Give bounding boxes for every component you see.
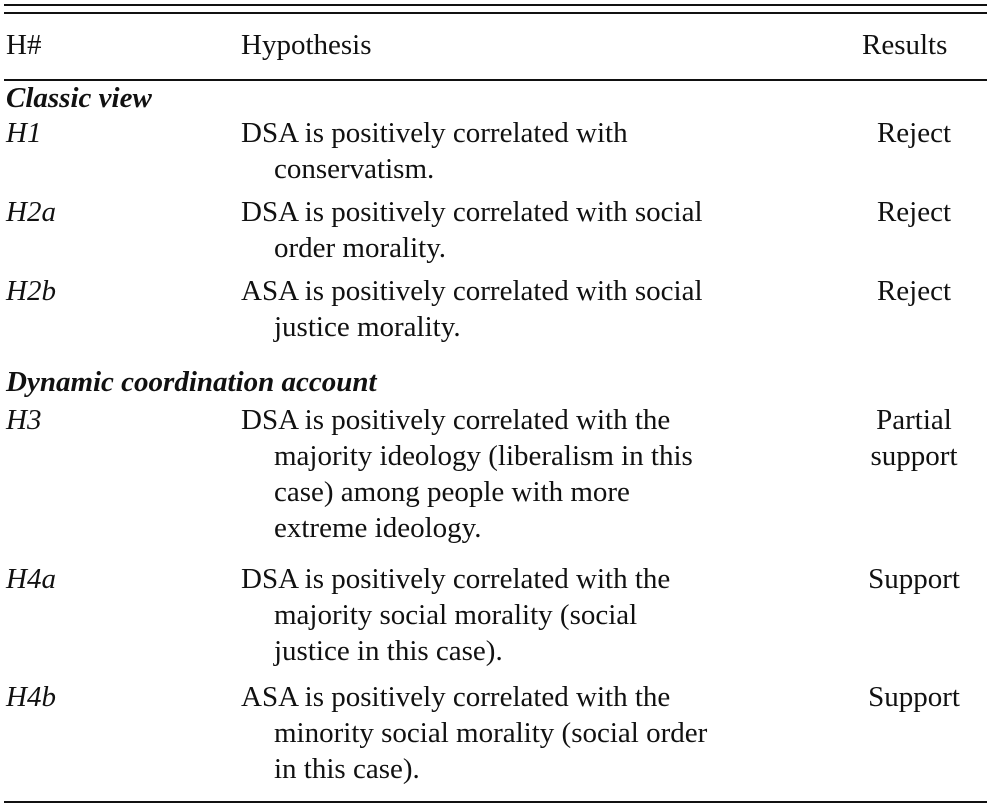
result-line: Support [868,563,960,595]
top-rule-inner [4,12,987,14]
row-hypothesis [241,115,801,187]
row-hypothesis [241,561,801,669]
top-rule-outer [4,4,987,6]
row-id: H4b [6,681,56,713]
hypothesis-line: ASA is positively correlated with the [241,681,671,713]
hypothesis-line: ASA is positively correlated with social [241,275,703,307]
row-hypothesis [241,679,801,787]
row-result [840,115,988,151]
row-result [840,561,988,597]
hypothesis-line: DSA is positively correlated with social [241,196,703,228]
hypothesis-line: order morality. [274,232,447,264]
result-line: support [870,440,958,472]
hypothesis-line: justice morality. [274,311,461,343]
row-id: H2b [6,275,56,307]
section-title-classic-view: Classic view [6,82,152,114]
hypothesis-line: majority ideology (liberalism in this [274,440,693,472]
row-hypothesis [241,273,801,345]
hypothesis-line: DSA is positively correlated with the [241,404,671,436]
row-result [840,402,988,474]
section-title-dynamic-coordination: Dynamic coordination account [6,366,377,398]
row-hypothesis [241,194,801,266]
header-hypothesis: Hypothesis [241,29,372,61]
header-id: H# [6,29,42,61]
row-id: H4a [6,563,56,595]
row-result [840,679,988,715]
row-hypothesis [241,402,801,546]
hypothesis-line: majority social morality (social [274,599,638,631]
hypothesis-line: conservatism. [274,153,435,185]
hypothesis-line: DSA is positively correlated with [241,117,628,149]
result-line: Support [868,681,960,713]
row-id: H1 [6,117,42,149]
result-line: Reject [876,117,952,149]
bottom-rule [4,801,987,803]
hypothesis-line: justice in this case). [274,635,503,667]
result-line: Reject [876,275,952,307]
header-results: Results [862,29,948,61]
hypothesis-line: minority social morality (social order [274,717,708,749]
hypothesis-line: extreme ideology. [274,512,482,544]
row-id: H2a [6,196,56,228]
row-id: H3 [6,404,42,436]
result-line: Reject [876,196,952,228]
row-result [840,194,988,230]
hypothesis-line: DSA is positively correlated with the [241,563,671,595]
row-result [840,273,988,309]
result-line: Partial [876,404,952,436]
hypothesis-line: in this case). [274,753,420,785]
hypothesis-line: case) among people with more [274,476,630,508]
